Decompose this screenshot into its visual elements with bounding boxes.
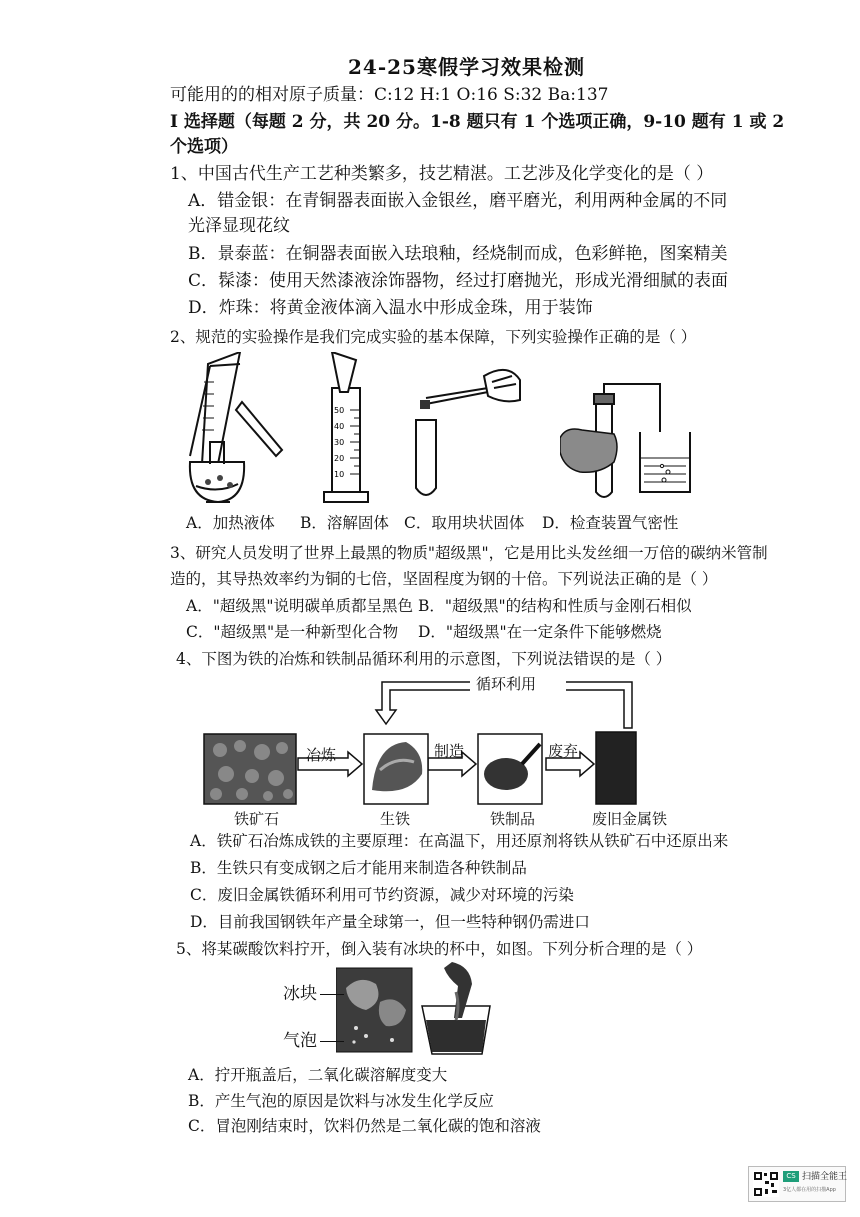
cylinder-mark: 50 <box>334 406 345 415</box>
qr-code-icon <box>753 1171 779 1197</box>
q5-option-c: C．冒泡刚结束时，饮料仍然是二氧化碳的饱和溶液 <box>188 1117 541 1135</box>
q5-bubble-label: 气泡 <box>283 1031 317 1051</box>
q3-option-d: D．"超级黑"在一定条件下能够燃烧 <box>418 623 662 641</box>
q1-option-a: A．错金银：在青铜器表面嵌入金银丝，磨平磨光，利用两种金属的不同 <box>188 191 728 211</box>
q2-option-d: D．检查装置气密性 <box>542 514 679 532</box>
q4-option-b: B．生铁只有变成钢之后才能用来制造各种铁制品 <box>190 859 527 877</box>
graduated-cylinder-figure <box>320 352 382 510</box>
scanner-logo: CS <box>783 1171 799 1182</box>
q4-stem: 4、下图为铁的冶炼和铁制品循环利用的示意图，下列说法错误的是（ ） <box>176 650 672 668</box>
cylinder-mark: 10 <box>334 470 345 479</box>
q4-caption-scrap-iron: 废旧金属铁 <box>592 810 668 828</box>
q4-caption-iron-product: 铁制品 <box>490 810 536 828</box>
q4-caption-ore: 铁矿石 <box>234 810 280 828</box>
q2-option-b: B．溶解固体 <box>300 514 389 532</box>
q4-option-a: A．铁矿石冶炼成铁的主要原理：在高温下，用还原剂将铁从铁矿石中还原出来 <box>190 832 729 850</box>
q4-loop-label: 循环利用 <box>476 675 537 693</box>
q4-option-c: C．废旧金属铁循环利用可节约资源，减少对环境的污染 <box>190 886 574 904</box>
heating-liquid-figure <box>180 352 300 510</box>
q5-option-a: A．拧开瓶盖后，二氧化碳溶解度变大 <box>188 1066 448 1084</box>
q3-option-a: A．"超级黑"说明碳单质都呈黑色 <box>186 597 413 615</box>
q1-option-d: D．炸珠：将黄金液体滴入温水中形成金珠，用于装饰 <box>188 298 593 318</box>
q3-option-c: C．"超级黑"是一种新型化合物 <box>186 623 399 641</box>
q5-ice-label: 冰块 <box>283 984 317 1004</box>
scanner-app-name: 扫描全能王 <box>802 1172 848 1182</box>
q3-option-b: B．"超级黑"的结构和性质与金刚石相似 <box>418 597 692 615</box>
q2-option-c: C．取用块状固体 <box>404 514 525 532</box>
q1-option-a-cont: 光泽显现花纹 <box>188 216 290 236</box>
q5-ice-leader <box>320 994 344 995</box>
q3-stem-line2: 造的，其导热效率约为铜的七倍，坚固程度为钢的十倍。下列说法正确的是（ ） <box>170 570 718 588</box>
q2-stem: 2、规范的实验操作是我们完成实验的基本保障，下列实验操作正确的是（ ） <box>170 328 697 346</box>
airtightness-check-figure <box>560 382 696 504</box>
section-heading-line2: 个选项） <box>170 137 238 157</box>
cylinder-mark: 30 <box>334 438 345 447</box>
q5-stem: 5、将某碳酸饮料拧开，倒入装有冰块的杯中，如图。下列分析合理的是（ ） <box>176 940 703 958</box>
atomic-masses-line: 可能用的的相对原子质量：C:12 H:1 O:16 S:32 Ba:137 <box>170 85 609 105</box>
q1-stem: 1、中国古代生产工艺种类繁多，技艺精湛。工艺涉及化学变化的是（ ） <box>170 164 714 184</box>
q4-arrow-smelt-label: 冶炼 <box>306 746 337 764</box>
q5-option-b: B．产生气泡的原因是饮料与冰发生化学反应 <box>188 1092 494 1110</box>
q5-bubble-leader <box>320 1041 344 1042</box>
q4-arrow-make-label: 制造 <box>434 742 465 760</box>
scanner-tagline: 3亿人都在用的扫描App <box>783 1187 836 1193</box>
q1-option-b: B．景泰蓝：在铜器表面嵌入珐琅釉，经烧制而成，色彩鲜艳，图案精美 <box>188 244 728 264</box>
q4-caption-pig-iron: 生铁 <box>380 810 411 828</box>
cylinder-mark: 20 <box>334 454 345 463</box>
test-tube-tongs-figure <box>408 360 524 502</box>
q4-option-d: D．目前我国钢铁年产量全球第一，但一些特种钢仍需进口 <box>190 913 590 931</box>
soda-over-ice-figure <box>336 962 494 1058</box>
q3-stem-line1: 3、研究人员发明了世界上最黑的物质"超级黑"，它是用比头发丝细一万倍的碳纳米管制 <box>170 544 768 562</box>
q4-arrow-discard-label: 废弃 <box>548 742 579 760</box>
cylinder-mark: 40 <box>334 422 345 431</box>
page-title: 24-25寒假学习效果检测 <box>348 55 585 79</box>
q2-option-a: A．加热液体 <box>186 514 275 532</box>
section-heading-line1: I 选择题（每题 2 分，共 20 分。1-8 题只有 1 个选项正确，9-10 题有 1 或 2 <box>170 112 785 132</box>
q1-option-c: C．髹漆：使用天然漆液涂饰器物，经过打磨抛光，形成光滑细腻的表面 <box>188 271 729 291</box>
scanner-watermark <box>748 1166 846 1202</box>
